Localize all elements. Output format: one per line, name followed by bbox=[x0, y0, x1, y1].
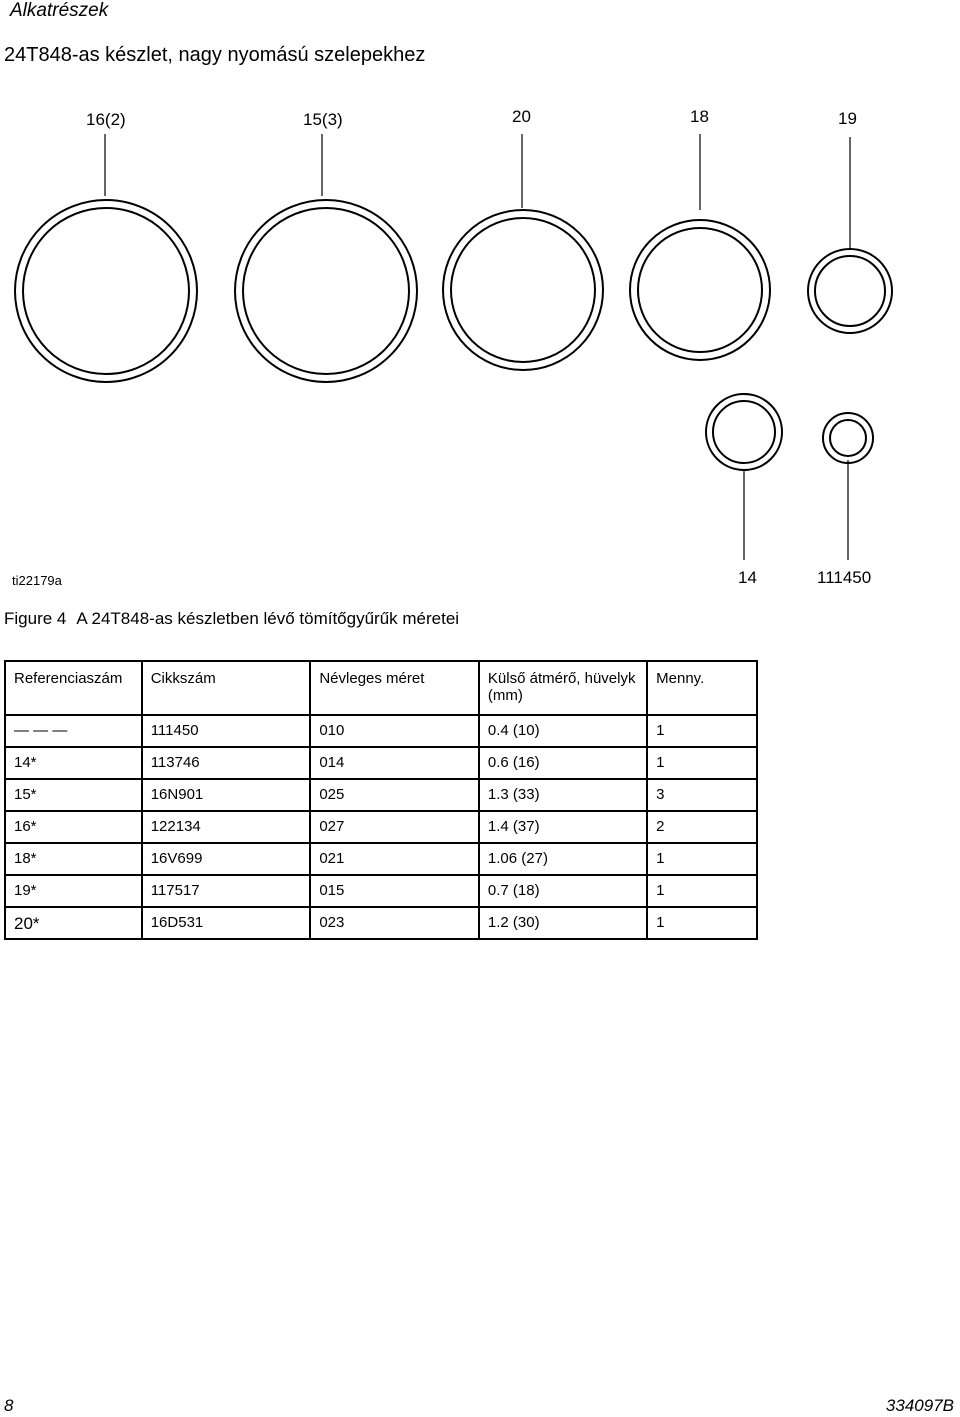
document-number: 334097B bbox=[885, 1396, 954, 1415]
callout-19: 19 bbox=[838, 109, 857, 128]
table-row bbox=[5, 779, 757, 811]
col-header-reference: Referenciaszám bbox=[5, 661, 142, 715]
cell-outer-diameter: 1.4 (37) bbox=[479, 811, 647, 843]
cell-reference: — — — bbox=[5, 715, 142, 747]
table-row bbox=[5, 843, 757, 875]
table-row bbox=[5, 747, 757, 779]
cell-part-number: 111450 bbox=[142, 715, 311, 747]
table-row bbox=[5, 875, 757, 907]
cell-quantity: 2 bbox=[647, 811, 757, 843]
figure-caption bbox=[4, 608, 464, 629]
cell-nominal-size: 015 bbox=[310, 875, 479, 907]
cell-reference: 19* bbox=[5, 875, 142, 907]
cell-quantity: 3 bbox=[647, 779, 757, 811]
o-ring-19 bbox=[808, 249, 892, 333]
cell-part-number: 117517 bbox=[142, 875, 311, 907]
cell-nominal-size: 023 bbox=[310, 907, 479, 939]
table-row bbox=[5, 715, 757, 747]
col-header-quantity: Menny. bbox=[647, 661, 757, 715]
cell-reference: 14* bbox=[5, 747, 142, 779]
cell-nominal-size: 025 bbox=[310, 779, 479, 811]
o-ring-figure bbox=[0, 0, 960, 600]
cell-nominal-size: 027 bbox=[310, 811, 479, 843]
cell-outer-diameter: 0.4 (10) bbox=[479, 715, 647, 747]
cell-reference: 16* bbox=[5, 811, 142, 843]
callout-14: 14 bbox=[738, 568, 757, 587]
cell-outer-diameter: 0.7 (18) bbox=[479, 875, 647, 907]
cell-outer-diameter: 1.06 (27) bbox=[479, 843, 647, 875]
table-row bbox=[5, 907, 757, 939]
figure-caption-text: A 24T848-as készletben lévő tömítőgyűrűk méretei bbox=[76, 609, 460, 628]
callout-111450: 111450 bbox=[817, 568, 872, 587]
cell-part-number: 16N901 bbox=[142, 779, 311, 811]
parts-table bbox=[4, 660, 758, 940]
o-ring-16 bbox=[15, 200, 197, 382]
cell-quantity: 1 bbox=[647, 843, 757, 875]
figure-caption-label: Figure 4 bbox=[4, 609, 67, 628]
cell-nominal-size: 010 bbox=[310, 715, 479, 747]
cell-quantity: 1 bbox=[647, 907, 757, 939]
callout-18: 18 bbox=[690, 107, 709, 126]
callout-20: 20 bbox=[512, 107, 531, 126]
page-title: 24T848-as készlet, nagy nyomású szelepekhez bbox=[4, 44, 426, 66]
o-ring-14 bbox=[706, 394, 782, 470]
col-header-nominal-size: Névleges méret bbox=[310, 661, 479, 715]
callout-16: 16(2) bbox=[86, 110, 126, 129]
cell-part-number: 16D531 bbox=[142, 907, 311, 939]
callout-15: 15(3) bbox=[303, 110, 343, 129]
table-row bbox=[5, 811, 757, 843]
cell-quantity: 1 bbox=[647, 715, 757, 747]
cell-nominal-size: 014 bbox=[310, 747, 479, 779]
cell-reference: 15* bbox=[5, 779, 142, 811]
cell-part-number: 122134 bbox=[142, 811, 311, 843]
cell-quantity: 1 bbox=[647, 747, 757, 779]
o-ring-20 bbox=[443, 210, 603, 370]
cell-quantity: 1 bbox=[647, 875, 757, 907]
o-ring-18 bbox=[630, 220, 770, 360]
col-header-part-number: Cikkszám bbox=[142, 661, 311, 715]
cell-outer-diameter: 1.3 (33) bbox=[479, 779, 647, 811]
cell-reference: 18* bbox=[5, 843, 142, 875]
cell-outer-diameter: 1.2 (30) bbox=[479, 907, 647, 939]
cell-part-number: 113746 bbox=[142, 747, 311, 779]
col-header-outer-diameter: Külső átmérő, hüvelyk (mm) bbox=[479, 661, 647, 715]
cell-outer-diameter: 0.6 (16) bbox=[479, 747, 647, 779]
cell-nominal-size: 021 bbox=[310, 843, 479, 875]
section-title: Alkatrészek bbox=[10, 0, 109, 21]
o-ring-15 bbox=[235, 200, 417, 382]
cell-part-number: 16V699 bbox=[142, 843, 311, 875]
table-header-row bbox=[5, 661, 757, 715]
page-number: 8 bbox=[4, 1396, 14, 1415]
figure-id: ti22179a bbox=[12, 573, 62, 588]
cell-reference: 20* bbox=[5, 907, 142, 939]
